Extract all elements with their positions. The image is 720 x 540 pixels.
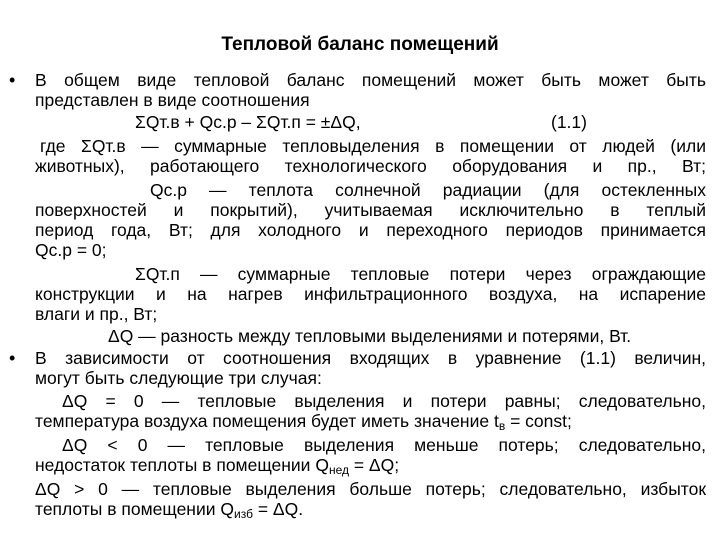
subscript: нед (328, 463, 349, 477)
text-line: где ΣQт.в — суммарные тепловыделения в помещении от людей (или (40, 136, 706, 156)
text-segment: недостаток теплоты в помещении Q (35, 455, 329, 475)
text-line: конструкции и на нагрев инфильтрационного воздуха, на испарение (35, 284, 706, 304)
text-line: ΔQ — разность между тепловыми выделениями и потерями, Вт. (108, 326, 632, 346)
text-segment: теплоты в помещении Q (35, 499, 234, 519)
text-line: В зависимости от соотношения входящих в уравнение (1.1) величин, (35, 348, 706, 368)
subscript: в (498, 419, 506, 433)
text-line: ΣQт.п — суммарные тепловые потери через ограждающие (135, 264, 706, 284)
text-segment: = ΔQ. (252, 499, 304, 519)
text-line: ΔQ > 0 — тепловые выделения больше потерь; следовательно, избыток (35, 479, 706, 499)
text-line: период года, Вт; для холодного и переходного периодов принимается (35, 220, 706, 240)
text-line (35, 455, 706, 480)
text-segment: температура воздуха помещения будет иметь значение t (35, 411, 499, 431)
bullet-marker-2: • (9, 348, 16, 368)
text-line: Qс.р — теплота солнечной радиации (для остекленных (150, 180, 706, 200)
subscript: изб (234, 507, 253, 521)
text-line (35, 499, 706, 524)
text-line (35, 411, 706, 436)
text-line: ΔQ < 0 — тепловые выделения меньше потерь; следовательно, (62, 435, 706, 455)
text-line: Qс.р = 0; (35, 240, 107, 260)
equation-number: (1.1) (551, 112, 587, 132)
text-line: ΔQ = 0 — тепловые выделения и потери равны; следовательно, (62, 391, 706, 411)
text-segment: = const; (505, 411, 572, 431)
bullet-marker-1: • (9, 70, 16, 90)
text-segment: = ΔQ; (348, 455, 400, 475)
text-line: влаги и пр., Вт; (35, 304, 158, 324)
text-line: В общем виде тепловой баланс помещений может быть может быть (35, 70, 706, 90)
text-line: представлен в виде соотношения (35, 90, 310, 110)
equation: ΣQт.в + Qс.р – ΣQт.п = ±ΔQ, (135, 112, 361, 132)
text-line: животных), работающего технологического оборудования и пр., Вт; (35, 156, 706, 176)
text-line: поверхностей и покрытий), учитываемая исключительно в теплый (35, 200, 706, 220)
slide-title: Тепловой баланс помещений (221, 34, 499, 55)
text-line: могут быть следующие три случая: (35, 368, 322, 388)
